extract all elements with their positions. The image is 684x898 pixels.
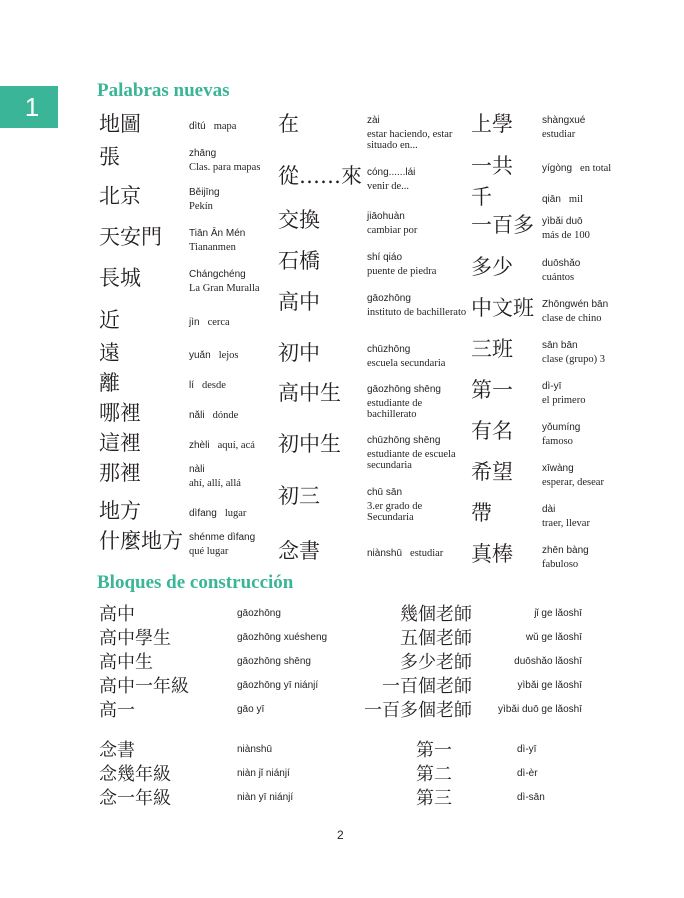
vocab-meaning: el primero (542, 395, 586, 406)
vocab-pinyin: Tiān Ān Mén (189, 228, 246, 239)
block-pinyin: duōshǎo lǎoshī (514, 656, 582, 667)
block-hanzi: 一百多個老師 (364, 700, 472, 721)
vocab-gloss (189, 186, 275, 212)
vocab-hanzi: 遠 (99, 341, 120, 365)
section-title-new-words: Palabras nuevas (97, 80, 230, 101)
vocab-pinyin: zài (367, 115, 380, 126)
block-hanzi: 五個老師 (400, 628, 472, 649)
vocab-gloss (189, 147, 275, 173)
block-hanzi: 高中生 (99, 652, 153, 673)
block-pinyin: gāozhōng xuésheng (237, 632, 328, 643)
vocab-pinyin: zhāng (189, 148, 217, 159)
vocab-gloss (542, 421, 632, 447)
vocab-hanzi: 有名 (471, 419, 513, 443)
vocab-gloss (189, 501, 275, 520)
vocab-hanzi: 石橋 (278, 249, 320, 273)
section-title-building-blocks: Bloques de construcción (97, 572, 294, 593)
block-hanzi: 一百個老師 (382, 676, 472, 697)
vocab-hanzi: 念書 (278, 539, 320, 563)
vocab-meaning: famoso (542, 436, 573, 447)
vocab-meaning: estudiar (410, 548, 444, 559)
vocab-gloss (367, 210, 467, 236)
vocab-gloss (367, 434, 467, 471)
block-hanzi: 高中學生 (99, 628, 171, 649)
block-hanzi: 高中一年級 (99, 676, 189, 697)
vocab-meaning: aquí, acá (217, 440, 255, 451)
vocab-pinyin: chūzhōng (367, 344, 411, 355)
vocab-meaning: mapa (213, 121, 237, 132)
vocab-gloss (189, 373, 275, 392)
block-pinyin: niànshū (237, 744, 273, 755)
block-hanzi: 高中 (99, 604, 135, 625)
vocab-hanzi: 帶 (471, 501, 492, 525)
vocab-gloss (367, 541, 467, 560)
block-hanzi: 第一 (416, 740, 452, 761)
vocab-gloss (189, 433, 275, 452)
vocab-gloss (367, 486, 467, 523)
block-hanzi: 第二 (416, 764, 452, 785)
block-row (99, 699, 265, 723)
vocab-hanzi: 初三 (278, 484, 320, 508)
vocab-hanzi: 高中生 (278, 381, 341, 405)
vocab-hanzi: 上學 (471, 112, 513, 136)
vocab-pinyin: dìtú (189, 121, 206, 132)
vocab-pinyin: niànshū (367, 548, 403, 559)
block-pinyin: niàn jǐ niánjí (237, 768, 290, 779)
block-pinyin: niàn yī niánjí (237, 792, 294, 803)
block-hanzi: 高一 (99, 700, 135, 721)
vocab-meaning: en total (580, 163, 612, 174)
vocab-gloss (542, 339, 632, 365)
vocab-gloss (542, 257, 632, 283)
block-row (99, 739, 273, 763)
vocab-gloss (542, 114, 632, 140)
block-pinyin: gāo yī (237, 704, 265, 715)
vocab-meaning: lejos (218, 350, 239, 361)
block-hanzi: 幾個老師 (400, 604, 472, 625)
vocab-meaning: fabuloso (542, 559, 579, 570)
block-pinyin: dì-sān (517, 792, 545, 803)
block-pinyin: wǔ ge lǎoshī (525, 632, 582, 643)
vocab-hanzi: 長城 (99, 266, 141, 290)
vocab-pinyin: dìfang (189, 508, 217, 519)
vocab-hanzi: 天安門 (99, 225, 162, 249)
vocab-hanzi: 地圖 (99, 112, 141, 136)
vocab-gloss (189, 463, 275, 489)
vocab-pinyin: yuǎn (189, 350, 211, 361)
vocab-pinyin: Běijīng (189, 187, 220, 198)
vocab-pinyin: xīwàng (542, 463, 574, 474)
vocab-meaning: mil (568, 194, 583, 205)
block-hanzi: 多少老師 (400, 652, 472, 673)
vocab-hanzi: 多少 (471, 255, 513, 279)
vocab-meaning: clase de chino (542, 313, 602, 324)
vocab-hanzi: 真棒 (471, 542, 513, 566)
vocab-hanzi: 三班 (471, 337, 513, 361)
vocab-meaning: estudiante de bachillerato (367, 398, 423, 420)
vocab-pinyin: duōshǎo (542, 258, 581, 269)
block-row (99, 787, 294, 811)
block-pinyin: yìbǎi ge lǎoshī (517, 680, 582, 691)
vocab-hanzi: 近 (99, 308, 120, 332)
vocab-gloss (367, 383, 467, 420)
vocab-meaning: qué lugar (189, 546, 229, 557)
block-row (416, 739, 537, 763)
block-pinyin: dì-èr (517, 768, 538, 779)
vocab-meaning: desde (202, 380, 226, 391)
vocab-gloss (367, 343, 467, 369)
vocab-pinyin: gāozhōng (367, 293, 411, 304)
vocab-hanzi: 交換 (278, 208, 320, 232)
vocab-gloss (367, 114, 467, 151)
block-row (99, 603, 281, 627)
vocab-pinyin: shàngxué (542, 115, 586, 126)
block-pinyin: gāozhōng yī niánjí (237, 680, 319, 691)
vocab-gloss (542, 503, 632, 529)
block-row (416, 763, 538, 787)
block-pinyin: yìbǎi duō ge lǎoshī (498, 704, 582, 715)
vocab-meaning: venir de... (367, 181, 409, 192)
vocab-gloss (189, 114, 275, 133)
vocab-hanzi: 初中 (278, 341, 320, 365)
vocab-gloss (542, 187, 632, 206)
vocab-gloss (542, 215, 632, 241)
vocab-pinyin: yìbǎi duō (542, 216, 583, 227)
vocab-pinyin: shí qiáo (367, 252, 403, 263)
vocab-pinyin: zhèli (189, 440, 210, 451)
page-number: 2 (337, 828, 344, 842)
vocab-pinyin: dì-yī (542, 381, 562, 392)
block-hanzi: 念幾年級 (99, 764, 171, 785)
vocab-meaning: esperar, desear (542, 477, 604, 488)
vocab-gloss (189, 310, 275, 329)
vocab-gloss (542, 298, 632, 324)
block-hanzi: 念書 (99, 740, 135, 761)
vocab-pinyin: lí (189, 380, 194, 391)
vocab-pinyin: cóng......lái (367, 167, 416, 178)
vocab-gloss (189, 227, 275, 253)
vocab-meaning: instituto de bachillerato (367, 307, 467, 318)
vocab-meaning: estudiar (542, 129, 576, 140)
vocab-hanzi: 初中生 (278, 432, 341, 456)
vocab-meaning: estar haciendo, estar situado en... (367, 129, 453, 151)
vocab-pinyin: dài (542, 504, 556, 515)
vocab-meaning: 3.er grado de Secundaria (367, 501, 423, 523)
vocab-gloss (189, 268, 275, 294)
vocab-hanzi: 離 (99, 371, 120, 395)
block-row (99, 763, 290, 787)
block-hanzi: 第三 (416, 788, 452, 809)
vocab-gloss (367, 166, 467, 192)
block-pinyin: gāozhōng (237, 608, 281, 619)
block-pinyin: dì-yī (517, 744, 537, 755)
vocab-hanzi: 張 (99, 145, 120, 169)
vocab-gloss (189, 343, 275, 362)
vocab-hanzi: 一共 (471, 154, 513, 178)
vocab-pinyin: chūzhōng shēng (367, 435, 441, 446)
vocab-meaning: Tiananmen (189, 242, 236, 253)
vocab-meaning: Pekín (189, 201, 213, 212)
vocab-gloss (367, 251, 467, 277)
vocab-pinyin: Chángchéng (189, 269, 246, 280)
vocab-hanzi: 千 (471, 185, 492, 209)
vocab-hanzi: 一百多 (471, 213, 534, 237)
vocab-hanzi: 北京 (99, 184, 141, 208)
block-row (416, 787, 545, 811)
vocab-pinyin: shénme dìfang (189, 532, 256, 543)
vocab-meaning: estudiante de escuela secundaria (367, 449, 456, 471)
vocab-meaning: Clas. para mapas (189, 162, 261, 173)
vocab-meaning: lugar (224, 508, 247, 519)
vocab-pinyin: sān bān (542, 340, 578, 351)
vocab-pinyin: gāozhōng shēng (367, 384, 441, 395)
vocab-gloss (542, 156, 632, 175)
vocab-gloss (189, 403, 275, 422)
vocab-pinyin: nǎli (189, 410, 205, 421)
vocab-meaning: cuántos (542, 272, 575, 283)
block-row (99, 675, 319, 699)
vocab-hanzi: 這裡 (99, 431, 141, 455)
vocab-gloss (542, 462, 632, 488)
vocab-hanzi: 高中 (278, 290, 320, 314)
vocab-pinyin: jìn (189, 317, 200, 328)
vocab-hanzi: 從……來 (278, 164, 362, 188)
vocab-meaning: cerca (207, 317, 230, 328)
block-row (99, 627, 328, 651)
vocab-hanzi: 在 (278, 112, 299, 136)
block-pinyin: gāozhōng shēng (237, 656, 311, 667)
vocab-hanzi: 中文班 (471, 296, 534, 320)
block-hanzi: 念一年級 (99, 788, 171, 809)
vocab-pinyin: yígòng (542, 163, 573, 174)
vocab-pinyin: zhēn bàng (542, 545, 589, 556)
vocab-hanzi: 希望 (471, 460, 513, 484)
vocab-meaning: ahí, allí, allá (189, 478, 241, 489)
vocab-meaning: escuela secundaria (367, 358, 446, 369)
chapter-tab: 1 (0, 86, 58, 128)
vocab-meaning: traer, llevar (542, 518, 590, 529)
vocab-hanzi: 哪裡 (99, 401, 141, 425)
vocab-pinyin: Zhōngwén bān (542, 299, 609, 310)
vocab-hanzi: 地方 (99, 499, 141, 523)
vocab-gloss (542, 380, 632, 406)
vocab-pinyin: nàli (189, 464, 205, 475)
vocab-hanzi: 什麼地方 (99, 529, 183, 553)
vocab-meaning: La Gran Muralla (189, 283, 260, 294)
vocab-pinyin: yǒumíng (542, 422, 581, 433)
vocab-gloss (367, 292, 467, 318)
vocab-pinyin: qiān (542, 194, 561, 205)
vocab-pinyin: chū sān (367, 487, 403, 498)
block-pinyin: jǐ ge lǎoshī (534, 608, 582, 619)
vocab-pinyin: jiāohuàn (367, 211, 405, 222)
vocab-gloss (542, 544, 632, 570)
vocab-meaning: más de 100 (542, 230, 590, 241)
block-row (99, 651, 311, 675)
vocab-meaning: cambiar por (367, 225, 418, 236)
vocab-hanzi: 那裡 (99, 461, 141, 485)
vocab-meaning: puente de piedra (367, 266, 437, 277)
vocab-hanzi: 第一 (471, 378, 513, 402)
vocab-meaning: dónde (212, 410, 239, 421)
vocab-meaning: clase (grupo) 3 (542, 354, 605, 365)
vocab-gloss (189, 531, 275, 557)
